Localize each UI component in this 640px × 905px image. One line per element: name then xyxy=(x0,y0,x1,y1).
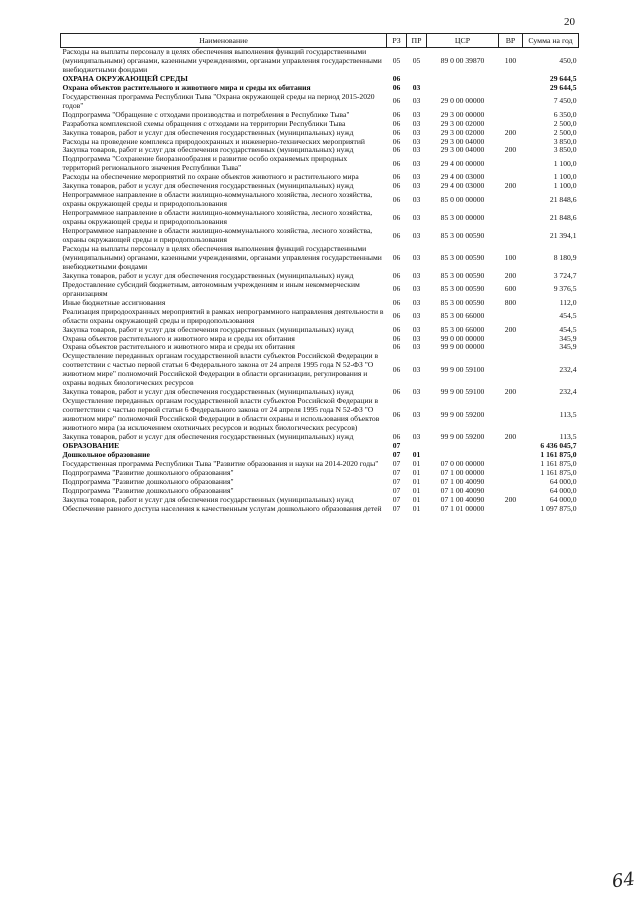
row-csr xyxy=(427,84,499,93)
row-rz: 06 xyxy=(392,284,401,294)
row-csr: 85 3 00 00590 xyxy=(440,297,485,307)
table-header-row xyxy=(61,34,579,48)
row-sum: 2 500,0 xyxy=(553,127,577,137)
row-sum: 8 180,9 xyxy=(553,252,577,262)
table-row xyxy=(61,245,579,272)
row-csr: 29 0 00 00000 xyxy=(440,96,485,106)
row-name: Расходы на выплаты персоналу в целях обеспечения выполнения функций государственными (муниципальными) органами, казенными учреждениями, органами управления государственными внебюджетными фондами xyxy=(62,47,382,74)
row-name: Непрограммное направление в области жилищно-коммунального хозяйства, лесного хозяйства, охраны окружающей среды и природопользования xyxy=(62,190,373,209)
row-csr: 85 3 00 66000 xyxy=(440,311,485,321)
row-rz: 06 xyxy=(392,158,401,168)
row-sum: 232,4 xyxy=(559,364,577,374)
row-pr: 03 xyxy=(412,311,421,321)
row-pr: 03 xyxy=(412,284,421,294)
row-vr xyxy=(499,335,523,344)
row-name: Разработка комплексной схемы обращения с отходами на территории Республики Тыва xyxy=(62,118,346,128)
row-pr: 03 xyxy=(412,96,421,106)
row-vr: 600 xyxy=(504,284,517,294)
row-vr xyxy=(499,505,523,514)
row-vr: 200 xyxy=(504,387,517,397)
row-name: Предоставление субсидий бюджетным, автономным учреждениям и иным некоммерческим организациям xyxy=(62,279,360,298)
row-rz: 06 xyxy=(392,109,401,119)
row-rz: 06 xyxy=(392,297,401,307)
row-pr: 01 xyxy=(412,458,421,468)
row-pr: 03 xyxy=(412,82,421,92)
row-sum: 21 394,1 xyxy=(549,230,577,240)
row-sum: 1 161 875,0 xyxy=(540,449,577,459)
row-sum: 6 350,0 xyxy=(553,109,577,119)
row-name: Непрограммное направление в области жилищно-коммунального хозяйства, лесного хозяйства, охраны окружающей среды и природопользования xyxy=(62,226,373,245)
row-csr: 85 3 00 00590 xyxy=(440,270,485,280)
row-pr: 03 xyxy=(412,270,421,280)
table-row xyxy=(61,155,579,173)
row-pr: 03 xyxy=(412,409,421,419)
row-pr: 03 xyxy=(412,109,421,119)
row-pr: 03 xyxy=(412,252,421,262)
row-rz: 07 xyxy=(392,440,401,450)
row-vr: 200 xyxy=(504,494,517,504)
row-name: Закупка товаров, работ и услуг для обеспечения государственных (муниципальных) нужд xyxy=(62,181,354,191)
row-sum: 64 000,0 xyxy=(549,485,577,495)
row-csr: 99 9 00 59100 xyxy=(440,387,485,397)
row-sum: 64 000,0 xyxy=(549,494,577,504)
row-rz: 06 xyxy=(392,82,401,92)
row-csr: 85 3 00 00000 xyxy=(440,212,485,222)
row-name: ОХРАНА ОКРУЖАЮЩЕЙ СРЕДЫ xyxy=(62,73,188,83)
row-sum: 113,5 xyxy=(559,409,577,419)
row-rz: 07 xyxy=(392,485,401,495)
row-vr xyxy=(499,155,523,173)
row-csr xyxy=(427,442,499,451)
row-rz: 06 xyxy=(392,342,401,352)
row-vr xyxy=(499,308,523,326)
row-name: Осуществление переданных органам государственной власти субъектов Российской Федерации в соответствии с частью первой статьи 6 Федерального закона от 24 апреля 1995 года N 52-ФЗ "О животном мире" полномочий Российской Федерации в области организации, регулирования и охраны водных биологических ресурсов xyxy=(62,351,379,388)
row-csr: 07 1 01 00000 xyxy=(440,503,485,513)
row-vr xyxy=(499,442,523,451)
header-csr: ЦСР xyxy=(427,34,499,48)
row-pr: 03 xyxy=(412,297,421,307)
row-vr xyxy=(499,75,523,84)
row-sum: 1 161 875,0 xyxy=(540,467,577,477)
row-rz: 07 xyxy=(392,458,401,468)
row-name: Подпрограмма "Развитие дошкольного образования" xyxy=(62,485,234,495)
row-rz: 05 xyxy=(392,55,401,65)
row-name: Закупка товаров, работ и услуг для обеспечения государственных (муниципальных) нужд xyxy=(62,324,354,334)
row-csr: 07 1 00 40090 xyxy=(440,494,485,504)
table-row xyxy=(61,308,579,326)
row-sum: 29 644,5 xyxy=(549,82,577,92)
row-csr: 29 4 00 03000 xyxy=(440,181,485,191)
row-pr: 03 xyxy=(412,387,421,397)
row-rz: 06 xyxy=(392,311,401,321)
row-vr: 200 xyxy=(504,270,517,280)
row-csr: 99 9 00 59100 xyxy=(440,364,485,374)
row-name: Охрана объектов растительного и животного мира и среды их обитания xyxy=(62,82,311,92)
table-row xyxy=(61,191,579,209)
row-csr: 85 3 00 00590 xyxy=(440,230,485,240)
row-vr xyxy=(499,111,523,120)
row-pr: 03 xyxy=(412,230,421,240)
row-sum: 3 850,0 xyxy=(553,136,577,146)
row-name: Непрограммное направление в области жилищно-коммунального хозяйства, лесного хозяйства, охраны окружающей среды и природопользования xyxy=(62,208,373,227)
table-row xyxy=(61,433,579,442)
row-name: Охрана объектов растительного и животного мира и среды их обитания xyxy=(62,342,295,352)
row-rz: 06 xyxy=(392,181,401,191)
row-sum: 454,5 xyxy=(559,311,577,321)
row-sum: 21 848,6 xyxy=(549,212,577,222)
row-rz: 07 xyxy=(392,449,401,459)
table-row xyxy=(61,352,579,388)
row-sum: 2 500,0 xyxy=(553,118,577,128)
row-vr: 200 xyxy=(504,431,517,441)
row-name: Закупка товаров, работ и услуг для обеспечения государственных (муниципальных) нужд xyxy=(62,387,354,397)
row-sum: 112,0 xyxy=(559,297,577,307)
row-rz: 06 xyxy=(392,194,401,204)
row-vr xyxy=(499,352,523,388)
row-csr: 99 9 00 00000 xyxy=(440,342,485,352)
table-row xyxy=(61,505,579,514)
row-name: Иные бюджетные ассигнования xyxy=(62,297,166,307)
row-rz: 06 xyxy=(392,252,401,262)
row-rz: 06 xyxy=(392,324,401,334)
row-name: Подпрограмма "Развитие дошкольного образования" xyxy=(62,476,234,486)
row-pr: 01 xyxy=(412,494,421,504)
row-vr xyxy=(499,460,523,469)
row-vr: 200 xyxy=(504,127,517,137)
row-vr xyxy=(499,469,523,478)
row-rz: 06 xyxy=(392,212,401,222)
row-name: ОБРАЗОВАНИЕ xyxy=(62,440,120,450)
row-csr: 07 1 00 00000 xyxy=(440,467,485,477)
row-sum: 29 644,5 xyxy=(549,73,577,83)
row-pr: 03 xyxy=(412,181,421,191)
row-pr: 03 xyxy=(412,136,421,146)
row-name: Расходы на выплаты персоналу в целях обеспечения выполнения функций государственными (муниципальными) органами, казенными учреждениями, органами управления государственными внебюджетными фондами xyxy=(62,243,382,271)
row-csr: 85 3 00 00590 xyxy=(440,284,485,294)
row-pr: 03 xyxy=(412,364,421,374)
row-csr: 29 4 00 00000 xyxy=(440,158,485,168)
row-pr: 03 xyxy=(412,145,421,155)
row-csr: 85 3 00 00590 xyxy=(440,252,485,262)
row-name: Обеспечение равного доступа населения к качественным услугам дошкольного образования детей xyxy=(62,503,382,513)
row-csr: 07 1 00 40090 xyxy=(440,485,485,495)
row-vr xyxy=(499,191,523,209)
row-csr: 29 3 00 04000 xyxy=(440,136,485,146)
row-pr: 05 xyxy=(412,55,421,65)
row-csr: 99 9 00 59200 xyxy=(440,409,485,419)
row-sum: 7 450,0 xyxy=(553,96,577,106)
row-vr: 200 xyxy=(504,145,517,155)
row-pr: 03 xyxy=(412,118,421,128)
row-sum: 113,5 xyxy=(559,431,577,441)
row-name: Осуществление переданных органам государственной власти субъектов Российской Федерации в соответствии с частью первой статьи 6 Федерального закона от 24 апреля 1995 года N 52-ФЗ "О животном мире" полномочий Российской Федерации в области охраны и использования объектов животного мира (за исключением охотничьих ресурсов и водных биологических ресурсов) xyxy=(62,396,380,433)
row-pr: 03 xyxy=(412,431,421,441)
row-vr: 100 xyxy=(504,55,517,65)
row-vr xyxy=(499,209,523,227)
row-sum: 345,9 xyxy=(559,342,577,352)
table-row xyxy=(61,209,579,227)
row-csr: 29 3 00 02000 xyxy=(440,118,485,128)
row-name: Расходы на обеспечение мероприятий по охране объектов животного и растительного мира xyxy=(62,172,359,182)
row-sum: 64 000,0 xyxy=(549,476,577,486)
row-name: Подпрограмма "Сохранение биоразнообразия и развитие особо охраняемых природных территорий регионального значения Республики Тыва" xyxy=(62,154,348,173)
row-vr: 800 xyxy=(504,297,517,307)
header-sum: Сумма на год xyxy=(523,34,579,48)
row-vr xyxy=(499,478,523,487)
row-name: Расходы на проведение комплекса природоохранных и инженерно-технических мероприятий xyxy=(62,136,365,146)
row-sum: 9 376,5 xyxy=(553,284,577,294)
row-name: Дошкольное образование xyxy=(62,449,150,459)
row-rz: 06 xyxy=(392,409,401,419)
row-vr xyxy=(499,227,523,245)
row-name: Закупка товаров, работ и услуг для обеспечения государственных (муниципальных) нужд xyxy=(62,494,354,504)
row-sum: 1 100,0 xyxy=(553,181,577,191)
row-rz: 06 xyxy=(392,387,401,397)
row-csr: 29 3 00 02000 xyxy=(440,127,485,137)
row-csr: 07 1 00 40090 xyxy=(440,476,485,486)
row-sum: 6 436 045,7 xyxy=(540,440,577,450)
row-vr: 200 xyxy=(504,324,517,334)
row-pr: 03 xyxy=(412,324,421,334)
row-rz: 06 xyxy=(392,73,401,83)
row-pr: 03 xyxy=(412,342,421,352)
row-rz: 06 xyxy=(392,96,401,106)
row-pr: 01 xyxy=(412,476,421,486)
row-rz: 06 xyxy=(392,431,401,441)
table-row xyxy=(61,48,579,75)
row-vr xyxy=(499,343,523,352)
page-number: 20 xyxy=(564,16,575,28)
row-rz: 06 xyxy=(392,172,401,182)
row-name: Реализация природоохранных мероприятий в рамках непрограммного направления деятельности в области охраны окружающей среды и природопользования xyxy=(62,306,384,325)
row-pr: 01 xyxy=(412,449,421,459)
row-vr xyxy=(499,397,523,433)
row-pr: 03 xyxy=(412,158,421,168)
row-rz: 06 xyxy=(392,270,401,280)
row-pr: 03 xyxy=(412,172,421,182)
header-rz: РЗ xyxy=(387,34,407,48)
row-name: Закупка товаров, работ и услуг для обеспечения государственных (муниципальных) нужд xyxy=(62,145,354,155)
row-rz: 07 xyxy=(392,476,401,486)
row-pr: 03 xyxy=(412,333,421,343)
row-csr: 99 0 00 00000 xyxy=(440,333,485,343)
row-csr xyxy=(427,75,499,84)
row-pr: 01 xyxy=(412,485,421,495)
row-sum: 450,0 xyxy=(559,55,577,65)
row-vr xyxy=(499,93,523,111)
row-csr: 85 0 00 00000 xyxy=(440,194,485,204)
row-rz: 07 xyxy=(392,467,401,477)
row-rz: 06 xyxy=(392,127,401,137)
table-row xyxy=(61,281,579,299)
row-csr: 85 3 00 66000 xyxy=(440,324,485,334)
row-csr: 29 3 00 04000 xyxy=(440,145,485,155)
row-pr: 01 xyxy=(412,503,421,513)
row-vr xyxy=(499,451,523,460)
row-name: Государственная программа Республики Тыва "Развитие образования и науки на 2014-2020 годы" xyxy=(62,458,379,468)
row-rz: 06 xyxy=(392,145,401,155)
row-sum: 1 161 875,0 xyxy=(540,458,577,468)
row-vr: 100 xyxy=(504,252,517,262)
table-row xyxy=(61,93,579,111)
header-pr: ПР xyxy=(407,34,427,48)
header-name: Наименование xyxy=(61,34,387,48)
header-vr: ВР xyxy=(499,34,523,48)
row-rz: 06 xyxy=(392,230,401,240)
row-name: Охрана объектов растительного и животного мира и среды их обитания xyxy=(62,333,295,343)
row-pr: 03 xyxy=(412,127,421,137)
row-sum: 1 100,0 xyxy=(553,172,577,182)
row-pr: 01 xyxy=(412,467,421,477)
row-csr: 29 4 00 03000 xyxy=(440,172,485,182)
row-pr: 03 xyxy=(412,212,421,222)
row-name: Закупка товаров, работ и услуг для обеспечения государственных (муниципальных) нужд xyxy=(62,431,354,441)
row-rz: 07 xyxy=(392,503,401,513)
row-rz: 07 xyxy=(392,494,401,504)
row-vr: 200 xyxy=(504,181,517,191)
row-sum: 1 100,0 xyxy=(553,158,577,168)
row-rz: 06 xyxy=(392,136,401,146)
row-vr xyxy=(499,84,523,93)
row-csr: 99 9 00 59200 xyxy=(440,431,485,441)
row-rz: 06 xyxy=(392,118,401,128)
row-csr: 07 0 00 00000 xyxy=(440,458,485,468)
row-name: Закупка товаров, работ и услуг для обеспечения государственных (муниципальных) нужд xyxy=(62,270,354,280)
row-rz: 06 xyxy=(392,333,401,343)
row-name: Подпрограмма "Обращение с отходами производства и потребления в Республике Тыва" xyxy=(62,109,350,119)
row-sum: 3 724,7 xyxy=(553,270,577,280)
row-rz: 06 xyxy=(392,364,401,374)
row-sum: 454,5 xyxy=(559,324,577,334)
row-name: Подпрограмма "Развитие дошкольного образования" xyxy=(62,467,234,477)
budget-table xyxy=(60,33,579,514)
row-csr: 89 0 00 39870 xyxy=(440,55,485,65)
row-sum: 345,9 xyxy=(559,333,577,343)
row-pr: 03 xyxy=(412,194,421,204)
row-name: Закупка товаров, работ и услуг для обеспечения государственных (муниципальных) нужд xyxy=(62,127,354,137)
handwritten-page-mark: 64 xyxy=(610,868,637,893)
row-sum: 21 848,6 xyxy=(549,194,577,204)
row-sum: 232,4 xyxy=(559,387,577,397)
table-row xyxy=(61,397,579,433)
row-sum: 1 097 875,0 xyxy=(540,503,577,513)
row-sum: 3 850,0 xyxy=(553,145,577,155)
row-name: Государственная программа Республики Тыва "Охрана окружающей среды на период 2015-2020 годов" xyxy=(62,91,375,110)
row-csr: 29 3 00 00000 xyxy=(440,109,485,119)
table-row xyxy=(61,227,579,245)
